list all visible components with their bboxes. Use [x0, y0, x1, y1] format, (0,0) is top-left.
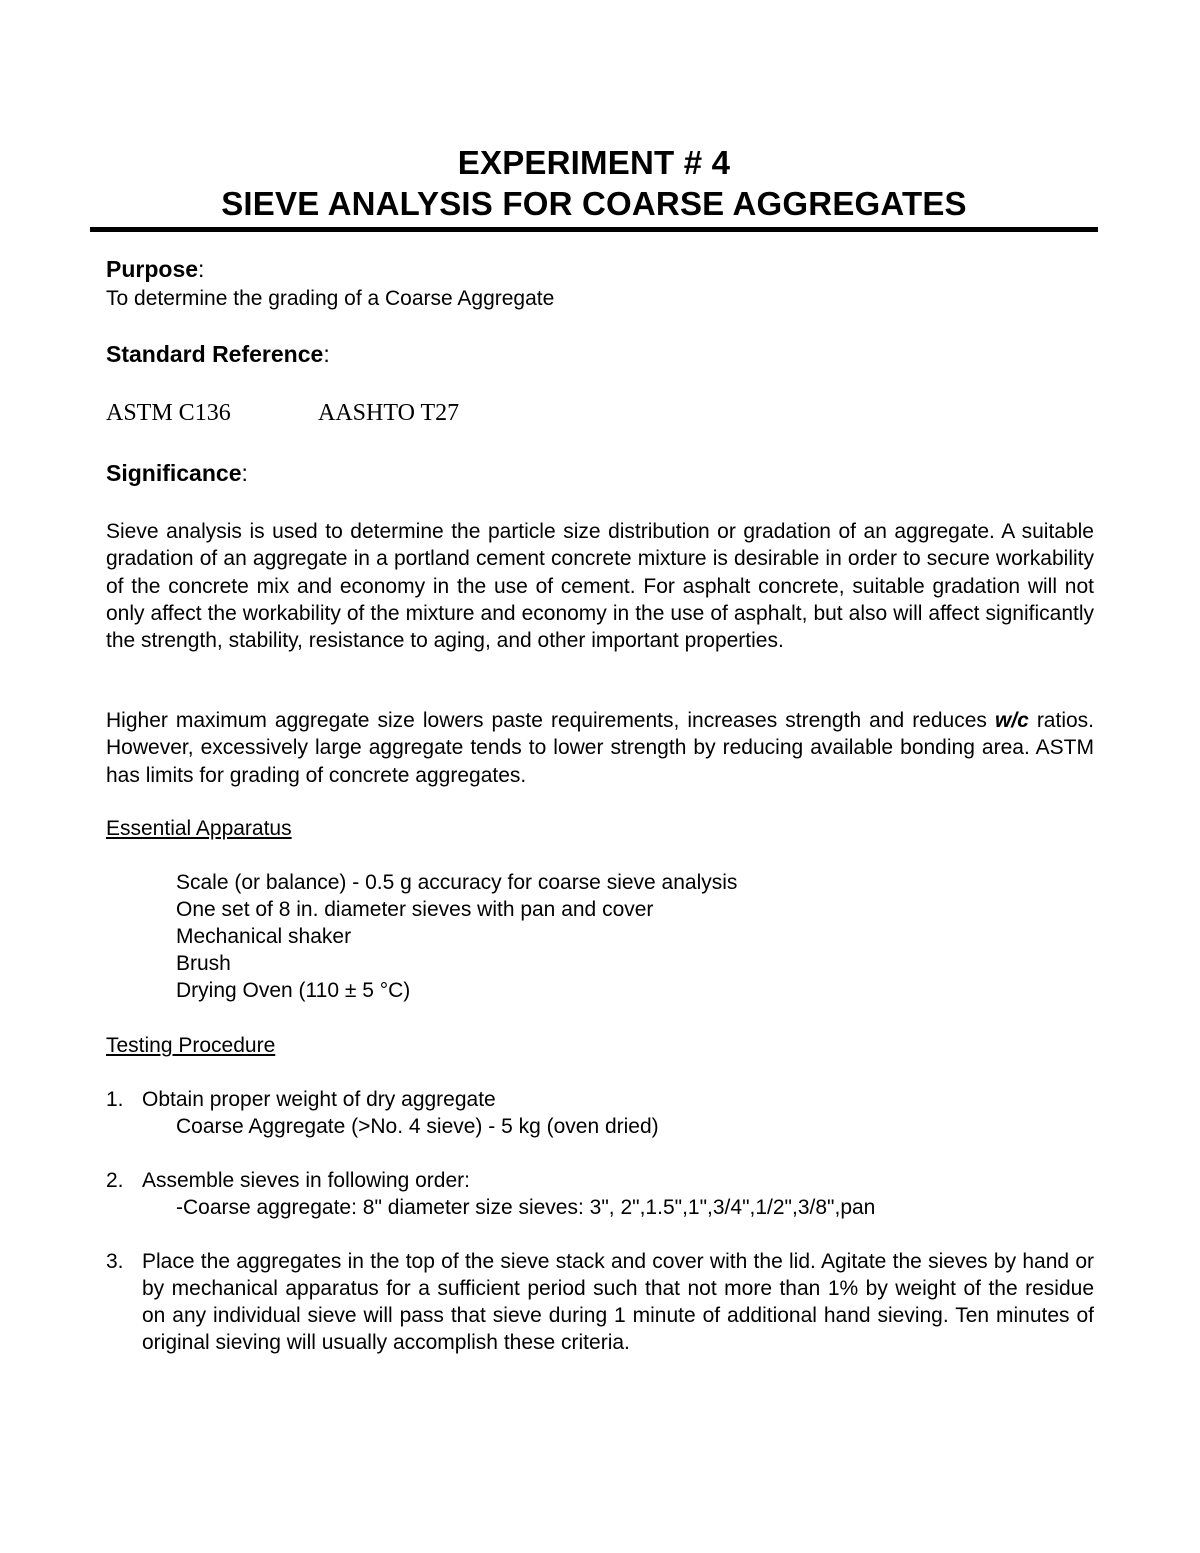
procedure-heading: Testing Procedure — [106, 1034, 276, 1057]
apparatus-item: Scale (or balance) - 0.5 g accuracy for coarse sieve analysis — [176, 871, 738, 894]
step-number: 3. — [106, 1250, 124, 1273]
title-line-1: EXPERIMENT # 4 — [457, 144, 731, 181]
step-number: 1. — [106, 1088, 124, 1111]
apparatus-item: Brush — [176, 952, 231, 975]
step-subtext: -Coarse aggregate: 8" diameter size sieves: 3", 2",1.5",1",3/4",1/2",3/8",pan — [176, 1196, 876, 1219]
standard-reference-colon: : — [323, 341, 330, 367]
significance-label: Significance — [106, 460, 242, 486]
standard-reference-heading — [106, 340, 330, 368]
standard-reference-label: Standard Reference — [106, 341, 324, 367]
step-text: Assemble sieves in following order: — [142, 1169, 470, 1192]
apparatus-item: Drying Oven (110 ± 5 °C) — [176, 979, 411, 1002]
apparatus-item: One set of 8 in. diameter sieves with pan and cover — [176, 898, 654, 921]
step-text: Place the aggregates in the top of the sieve stack and cover with the lid. Agitate the sieves by hand or by mechanical apparatus for a sufficient period such that not more than 1% by weight of the residue on any individual sieve will pass that sieve during 1 minute of additional hand sieving. Ten minutes of original sieving will usually accomplish these criteria. — [142, 1250, 1094, 1354]
step-number: 2. — [106, 1169, 124, 1192]
aashto-reference: AASHTO T27 — [318, 400, 460, 426]
significance-paragraph-2 — [106, 707, 1094, 789]
step-subtext: Coarse Aggregate (>No. 4 sieve) - 5 kg (oven dried) — [176, 1115, 659, 1138]
significance-colon: : — [241, 460, 248, 486]
astm-reference: ASTM C136 — [106, 400, 231, 426]
paragraph-2-end: ratios. However, excessively large aggregate tends to lower strength by reducing available bonding area. ASTM has limits for grading of concrete aggregates. — [106, 709, 1094, 787]
purpose-label: Purpose — [106, 256, 199, 282]
significance-heading — [106, 459, 248, 487]
step-text: Obtain proper weight of dry aggregate — [142, 1088, 496, 1111]
purpose-colon: : — [198, 256, 205, 282]
purpose-text: To determine the grading of a Coarse Aggregate — [106, 287, 555, 310]
title-line-2: SIEVE ANALYSIS FOR COARSE AGGREGATES — [221, 185, 967, 222]
wc-ratio-term: w/c — [994, 709, 1029, 732]
significance-paragraph-1: Sieve analysis is used to determine the particle size distribution or gradation of an aggregate. A suitable gradation of an aggregate in a portland cement concrete mixture is desirable in order to secure workability of the concrete mix and economy in the use of cement. For asphalt concrete, suitable gradation will not only affect the workability of the mixture and economy in the use of asphalt, but also will affect significantly the strength, stability, resistance to aging, and other important properties. — [106, 520, 1094, 653]
apparatus-item: Mechanical shaker — [176, 925, 352, 948]
purpose-heading — [106, 255, 204, 283]
paragraph-2-start: Higher maximum aggregate size lowers paste requirements, increases strength and reduces — [106, 709, 995, 732]
apparatus-heading: Essential Apparatus — [106, 817, 292, 840]
title-divider — [90, 227, 1098, 232]
